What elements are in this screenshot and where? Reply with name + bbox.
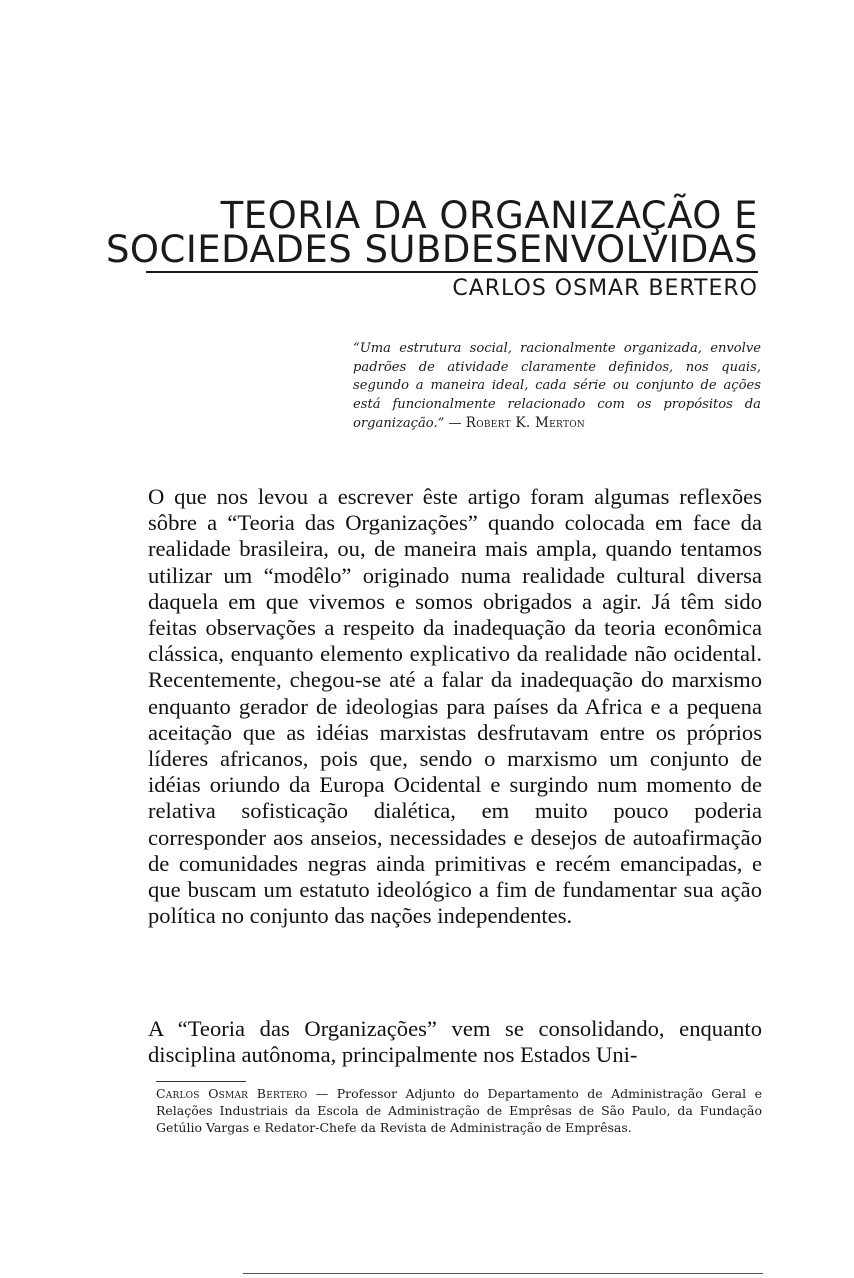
- page-bottom-rule: [243, 1273, 763, 1274]
- footnote-author-name: Carlos Osmar Bertero: [156, 1086, 308, 1101]
- author-footnote: [156, 1085, 762, 1136]
- article-title-line-2: SOCIEDADES SUBDESENVOLVIDAS: [105, 228, 758, 271]
- footnote-divider: [156, 1081, 246, 1082]
- footnote-text: — Professor Adjunto do Departamento de Administração Geral e Relações Industriais da Escola de Administração de Emprêsas de São Paulo, da Fundação Getúlio Vargas e Redator-Chefe da Revista de Administração de Emprêsas.: [156, 1086, 762, 1135]
- epigraph-dash: —: [444, 416, 466, 432]
- epigraph-attribution: Robert K. Merton: [465, 415, 586, 432]
- epigraph: [353, 340, 761, 434]
- body-paragraph-1: O que nos levou a escrever êste artigo foram algumas reflexões sôbre a “Teoria das Organizações” quando colocada em face da realidade brasileira, ou, de maneira mais ampla, quando tentamos utilizar um “modêlo” originado numa realidade cultural diversa daquela em que vivemos e somos obrigados a agir. Já têm sido feitas observações a respeito da inadequação da teoria econômica clássica, enquanto elemento explicativo da realidade não ocidental. Recentemente, chegou-se até a falar da inadequação do marxismo enquanto gerador de ideologias para países da Africa e a pequena aceitação que as idéias marxistas desfrutavam entre os próprios líderes africanos, pois que, sendo o marxismo um conjunto de idéias oriundo da Europa Ocidental e surgindo num momento de relativa sofisticação dialética, em muito pouco poderia corresponder aos anseios, necessidades e desejos de autoafirmação de comunidades negras ainda primitivas e recém emancipadas, e que buscam um estatuto ideológico a fim de fundamentar sua ação política no conjunto das nações independentes.: [148, 484, 762, 929]
- epigraph-quote: “Uma estrutura social, racionalmente organizada, envolve padrões de atividade claramente definidos, nos quais, segundo a maneira ideal, cada série ou conjunto de ações está funcionalmente relacionado com os propósitos da organização.”: [353, 341, 761, 432]
- article-author: CARLOS OSMAR BERTERO: [452, 276, 758, 301]
- title-divider: [146, 271, 758, 273]
- article-title-line-1: TEORIA DA ORGANIZAÇÃO E: [220, 194, 758, 237]
- body-paragraph-2: A “Teoria das Organizações” vem se consolidando, enquanto disciplina autônoma, principalmente nos Estados Uni-: [148, 1016, 762, 1068]
